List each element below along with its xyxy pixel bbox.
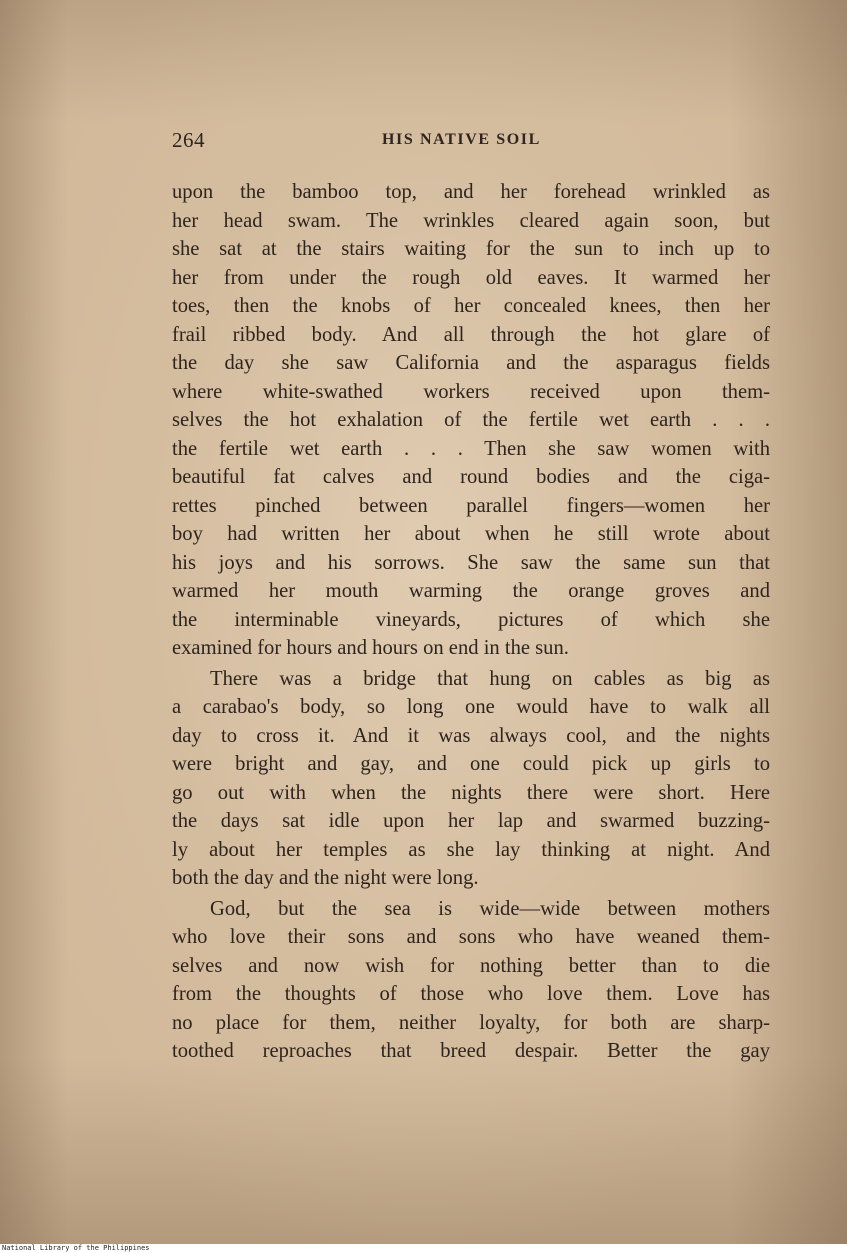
text-line: examined for hours and hours on end in the sun. [172,637,569,659]
body-text [172,178,770,1066]
text-line: warmed her mouth warming the orange groves and [172,580,770,602]
page-header [172,128,770,154]
text-line: who love their sons and sons who have weaned them- [172,926,770,948]
paragraph-2 [172,665,770,893]
text-line: where white-swathed workers received upon them- [172,380,770,403]
text-line: she sat at the stairs waiting for the sun to inch up to [172,238,770,260]
text-line: There was a bridge that hung on cables as big as [210,667,770,690]
text-line: day to cross it. And it was always cool, and the nights [172,724,770,747]
library-watermark: National Library of the Philippines [2,1244,150,1252]
text-line: no place for them, neither loyalty, for both are sharp- [172,1011,770,1034]
text-line: her from under the rough old eaves. It warmed her [172,266,770,289]
page-number: 264 [172,128,205,152]
text-line: boy had written her about when he still wrote about [172,523,770,545]
text-line: God, but the sea is wide—wide between mothers [210,897,770,920]
text-line: beautiful fat calves and round bodies and the ciga- [172,466,770,488]
text-line: were bright and gay, and one could pick up girls to [172,753,770,775]
text-line: selves and now wish for nothing better than to die [172,954,770,977]
text-line: both the day and the night were long. [172,867,479,889]
text-line: go out with when the nights there were short. Here [172,781,770,804]
text-line: a carabao's body, so long one would have to walk all [172,696,770,718]
text-line: the interminable vineyards, pictures of which she [172,608,770,631]
text-line: rettes pinched between parallel fingers—women her [172,494,770,517]
paragraph-1 [172,178,770,663]
text-line: upon the bamboo top, and her forehead wrinkled as [172,181,770,203]
text-line: her head swam. The wrinkles cleared again soon, but [172,209,770,232]
text-line: the day she saw California and the asparagus fields [172,352,770,374]
text-line: toothed reproaches that breed despair. Better the gay [172,1040,770,1062]
text-line: from the thoughts of those who love them. Love has [172,983,770,1005]
text-line: toes, then the knobs of her concealed knees, then her [172,295,770,317]
text-line: the fertile wet earth . . . Then she saw women with [172,437,770,460]
text-line: the days sat idle upon her lap and swarmed buzzing- [172,810,770,832]
paragraph-3 [172,895,770,1066]
text-line: his joys and his sorrows. She saw the same sun that [172,551,770,574]
text-line: selves the hot exhalation of the fertile wet earth . . . [172,409,770,431]
text-line: ly about her temples as she lay thinking at night. And [172,838,770,861]
running-head: HIS NATIVE SOIL [382,131,541,148]
text-line: frail ribbed body. And all through the hot glare of [172,323,770,346]
